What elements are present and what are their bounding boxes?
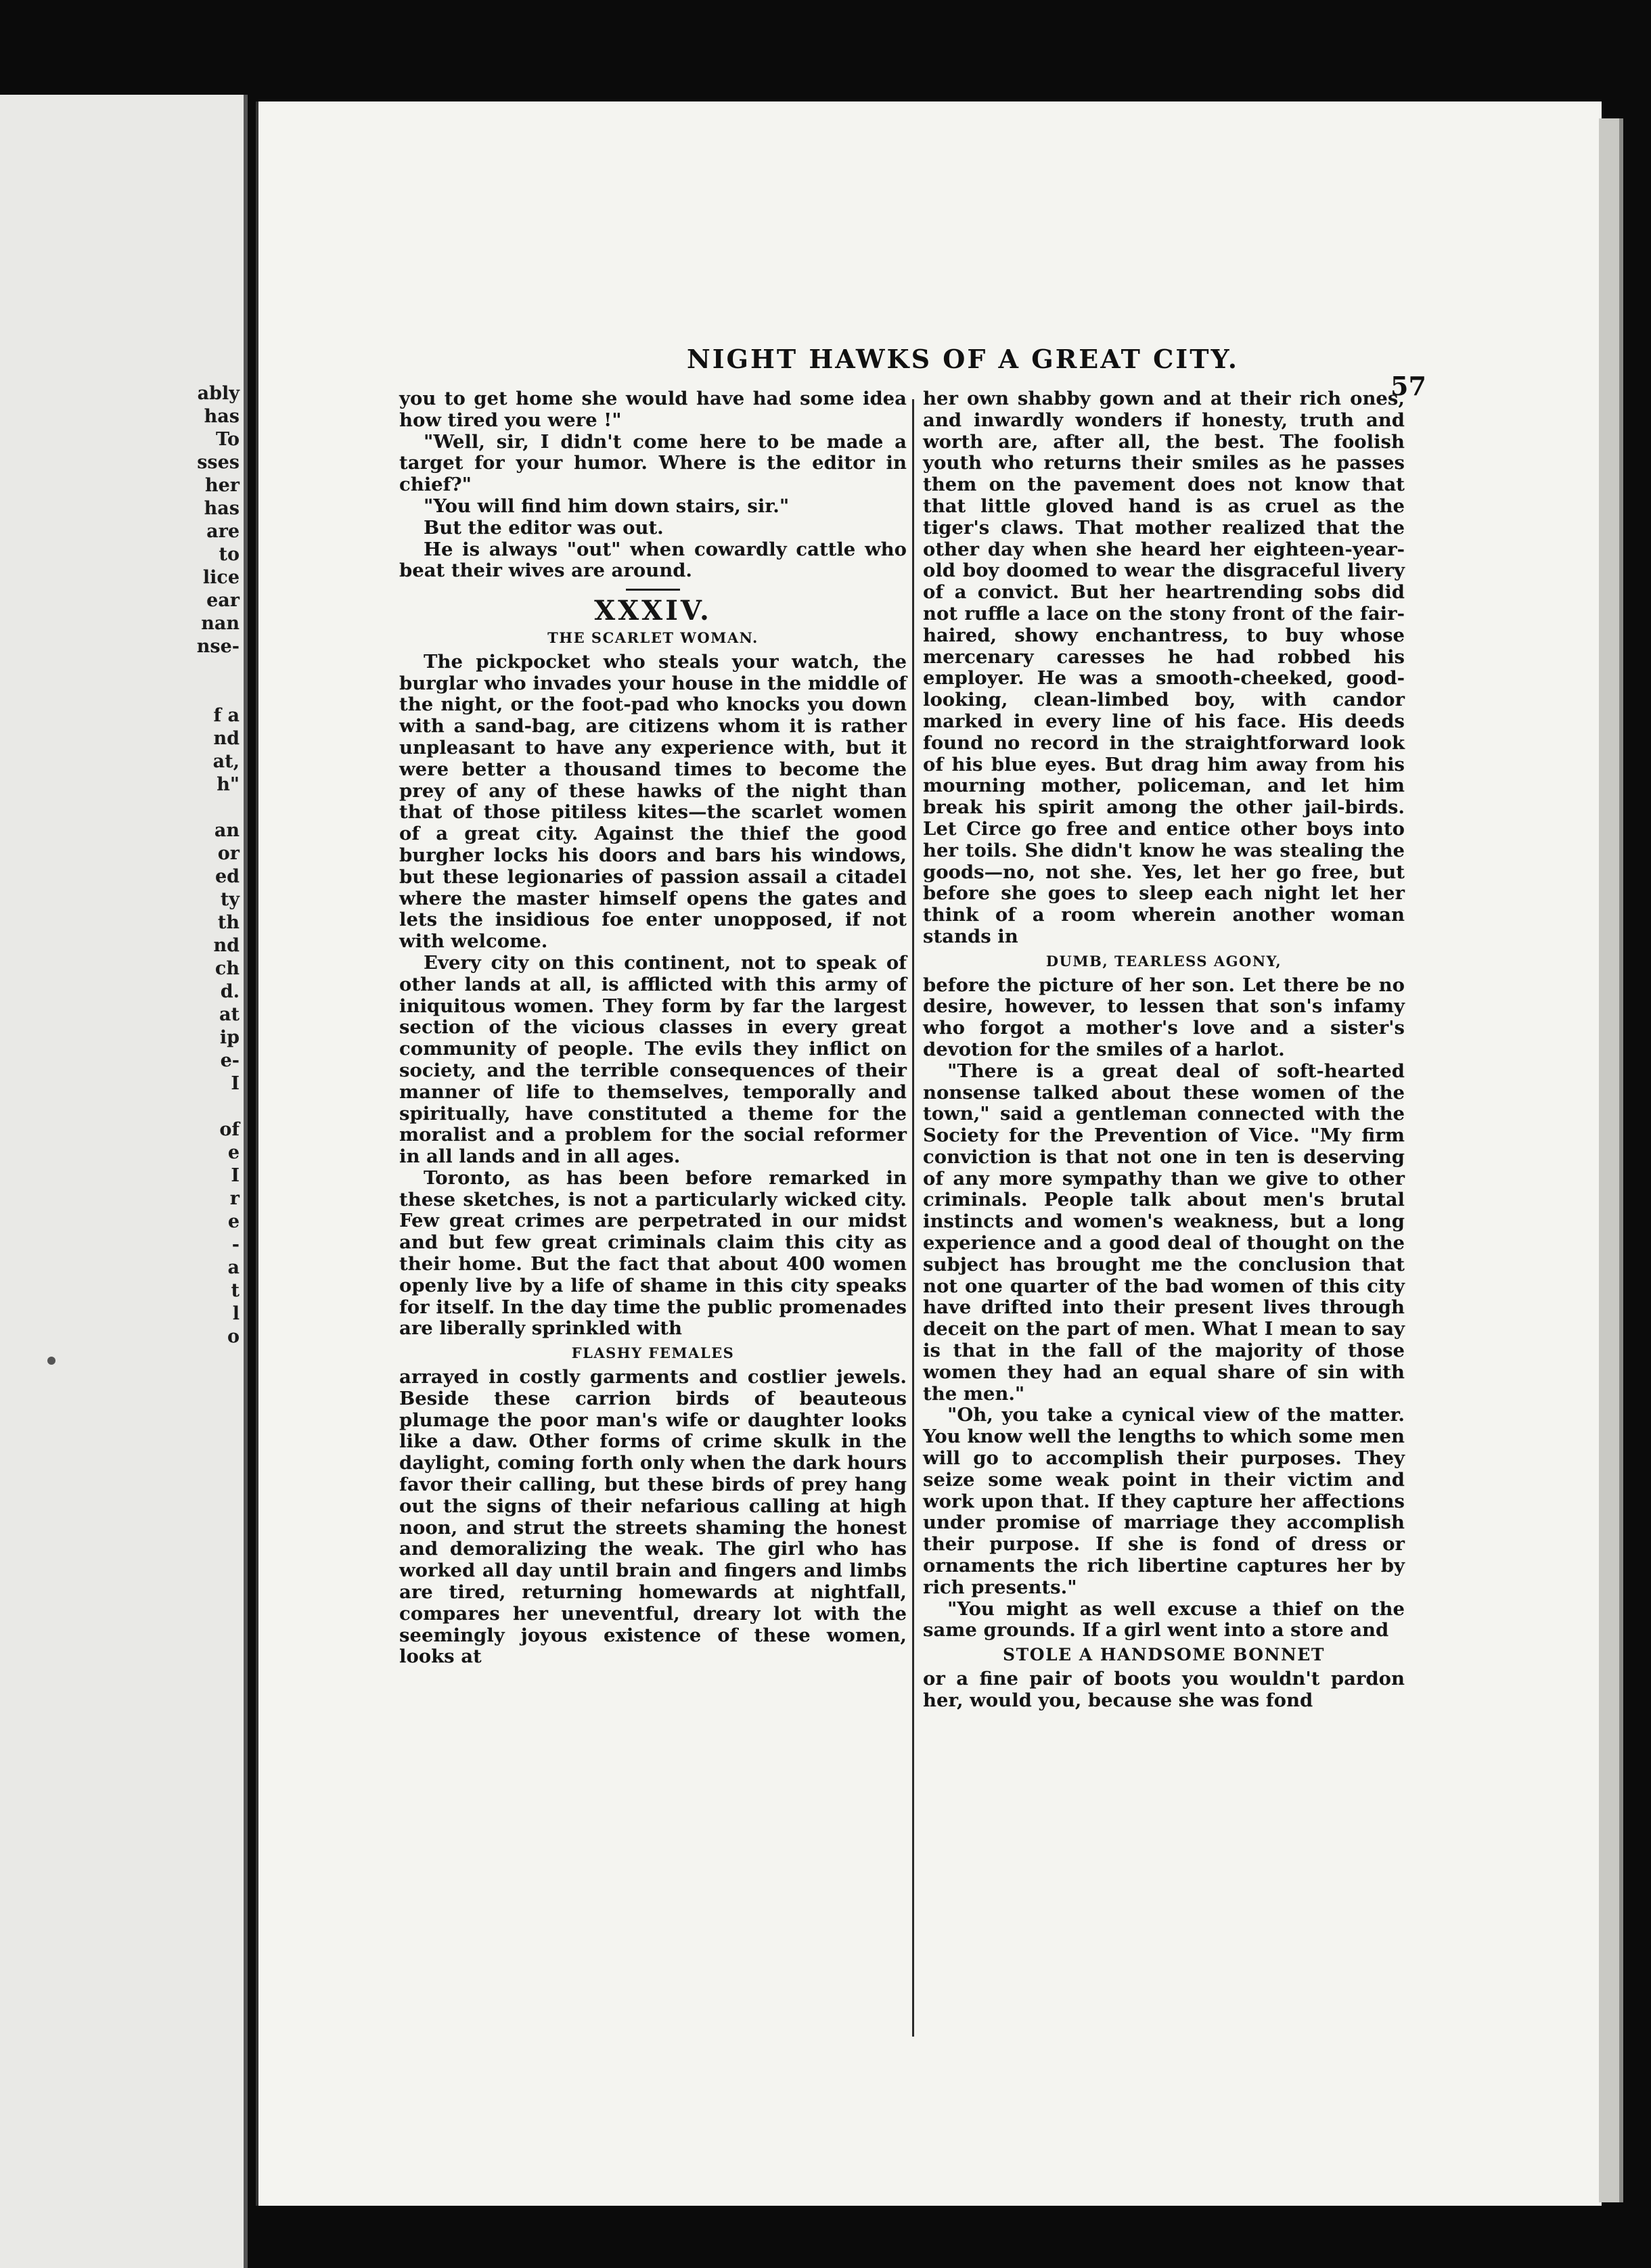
facing-page-fragment: sses [197,452,240,473]
facing-page-fragment: of [219,1119,240,1140]
text-column-right [923,388,1405,1712]
subheading: STOLE A HANDSOME BONNET [1003,1645,1325,1665]
facing-page-fragment: nd [213,728,240,749]
facing-page-fragment: ty [220,889,240,910]
facing-page-fragment: e- [220,1050,240,1071]
paragraph: "You might as well excuse a thief on the same grounds. If a girl went into a store and [923,1597,1405,1641]
column-rule [912,399,914,2037]
facing-page-fragment: nse- [196,636,240,657]
paragraph: "Oh, you take a cynical view of the matter. You know well the lengths to which some men will go to accomplish their purposes. They seize some weak point in their victim and work upon that. If they capture her affections under promise of marriage they accomplish their purpose. If she is fond of dress or ornaments the rich libertine captures her by rich presents." [923,1404,1405,1598]
chapter-number: XXXIV. [594,595,712,627]
facing-page-fragment: at [219,1004,240,1025]
facing-page-text-fragments [192,382,240,1348]
subheading: FLASHY FEMALES [571,1344,735,1362]
facing-page-fragment: e [227,1142,240,1163]
facing-page-fragment: - [231,1234,240,1255]
facing-page-fragment: ip [219,1027,240,1048]
running-head: NIGHT HAWKS OF A GREAT CITY. [687,344,1239,374]
chapter-title: THE SCARLET WOMAN. [547,629,759,646]
facing-page-fragment: t [231,1280,240,1301]
section-separator [626,589,680,591]
facing-page-fragment: r [229,1188,240,1209]
paragraph: arrayed in costly garments and costlier jewels. Beside these carrion birds of beauteous plumage the poor man's wife or daughter looks like a daw. Other forms of crime skulk in the daylight, coming forth only when the dark hours favor their calling, but these birds of prey hang out the signs of their nefarious calling at high noon, and strut the streets shaming the honest and demoralizing the weak. The girl who has worked all day until brain and fingers and limbs are tired, returning homewards at nightfall, compares her uneventful, dreary lot with the seemingly joyous existence of these women, looks at [399,1366,907,1668]
paragraph: you to get home she would have had some idea how tired you were !" [399,388,907,431]
facing-page-fragment: o [227,1326,240,1347]
facing-page-fragment: I [231,1165,240,1186]
paragraph: or a fine pair of boots you wouldn't pardon her, would you, because she was fond [923,1668,1405,1711]
facing-page-fragment: a [227,1257,240,1278]
paragraph: The pickpocket who steals your watch, the burglar who invades your house in the middle of the night, or the foot-pad who knocks you down with a sand-bag, are citizens whom it is rather unpleasant to have any experience with, but it were better a thousand times to become the prey of any of these hawks of the night than that of those pitiless kites—the scarlet women of a great city. Against the thief the good burgher locks his doors and bars his windows, but these legionaries of passion assail a citadel where the master himself opens the gates and lets the insidious foe enter unopposed, if not with welcome. [399,650,907,953]
facing-page-fragment: to [219,544,240,565]
facing-page-fragment: nd [213,935,240,956]
paragraph: before the picture of her son. Let there be no desire, however, to lessen that son's infamy who forgot a mother's love and a sister's devotion for the smiles of a harlot. [923,974,1405,1060]
facing-page-fragment: are [206,521,240,542]
facing-page-fragment: nan [201,613,240,634]
facing-page-fragment: To [215,429,240,450]
page-number: 57 [1390,371,1426,401]
page-edge-stack [1599,118,1623,2202]
ink-spot [47,1357,55,1365]
paragraph: But the editor was out. [424,516,664,539]
facing-page-fragment: at, [212,751,240,772]
facing-page-fragment [192,1095,240,1118]
facing-page-fragment: ed [214,866,240,887]
facing-page-fragment: has [204,498,240,519]
facing-page-fragment: h" [217,774,240,795]
facing-page-fragment [192,796,240,819]
subheading: DUMB, TEARLESS AGONY, [1045,952,1282,970]
paragraph: Toronto, as has been before remarked in these sketches, is not a particularly wicked city. Few great crimes are perpetrated in our midst and but few great criminals claim this city as their home. But the fact that about 400 women openly live by a life of shame in this city speaks for itself. In the day time the public promenades are liberally sprinkled with [399,1166,907,1340]
facing-page-fragment [192,658,240,681]
facing-page-fragment: I [231,1073,240,1094]
facing-page-fragment: ear [206,590,240,611]
text-column-left [399,388,907,1668]
facing-page-fragment: th [217,912,240,933]
facing-page-fragment: an [214,820,240,841]
facing-page-fragment: ch [214,958,240,979]
facing-page-fragment: e [227,1211,240,1232]
paragraph: "There is a great deal of soft-hearted nonsense talked about these women of the town," said a gentleman connected with the Society for the Prevention of Vice. "My firm conviction is that not one in ten is deserving of any more sympathy than we give to other criminals. People talk about men's brutal instincts and women's weakness, but a long experience and a good deal of thought on the subject has brought me the conclusion that not one quarter of the bad women of this city have drifted into their present lives through deceit on the part of men. What I mean to say is that in the fall of the majority of those women they had an equal share of sin with the men." [923,1060,1405,1405]
facing-page-fragment: her [204,475,240,496]
facing-page-fragment: or [217,843,240,864]
facing-page-fragment: f a [213,705,240,726]
facing-page-fragment: d. [220,981,240,1002]
facing-page-fragment: has [204,406,240,427]
paragraph: "Well, sir, I didn't come here to be made a target for your humor. Where is the editor in chief?" [399,430,907,496]
paragraph: her own shabby gown and at their rich ones, and inwardly wonders if honesty, truth and worth are, after all, the best. The foolish youth who returns their smiles as he passes them on the pavement does not know that that little gloved hand is as cruel as the tiger's claws. That mother realized that the other day when she heard her eighteen-year-old boy doomed to wear the disgraceful livery of a convict. But her heartrending sobs did not ruffle a lace on the stony front of the fair-haired, showy enchantress, to buy whose mercenary caresses he had robbed his employer. He was a smooth-cheeked, good-looking, clean-limbed boy, with candor marked in every line of his face. His deeds found no record in the straightforward look of his blue eyes. But drag him away from his mourning mother, policeman, and let him break his spirit among the other jail-birds. Let Circe go free and entice other boys into her toils. She didn't know he was stealing the goods—no, not she. Yes, let her go free, but before she goes to sleep each night let her think of a room wherein another woman stands in [923,388,1405,947]
paragraph: Every city on this continent, not to speak of other lands at all, is afflicted with this army of iniquitous women. They form by far the largest section of the vicious classes in every great community of people. The evils they inflict on society, and the terrible consequences of their manner of life to themselves, temporally and spiritually, have constituted a theme for the moralist and a problem for the social reformer in all lands and in all ages. [399,951,907,1168]
paragraph: "You will find him down stairs, sir." [424,495,790,517]
facing-page-fragment [192,681,240,704]
paragraph: He is always "out" when cowardly cattle who beat their wives are around. [399,538,907,582]
facing-page-left [0,95,248,2268]
facing-page-fragment: l [232,1303,240,1324]
facing-page-fragment: ably [197,383,240,404]
facing-page-fragment: lice [202,567,240,588]
